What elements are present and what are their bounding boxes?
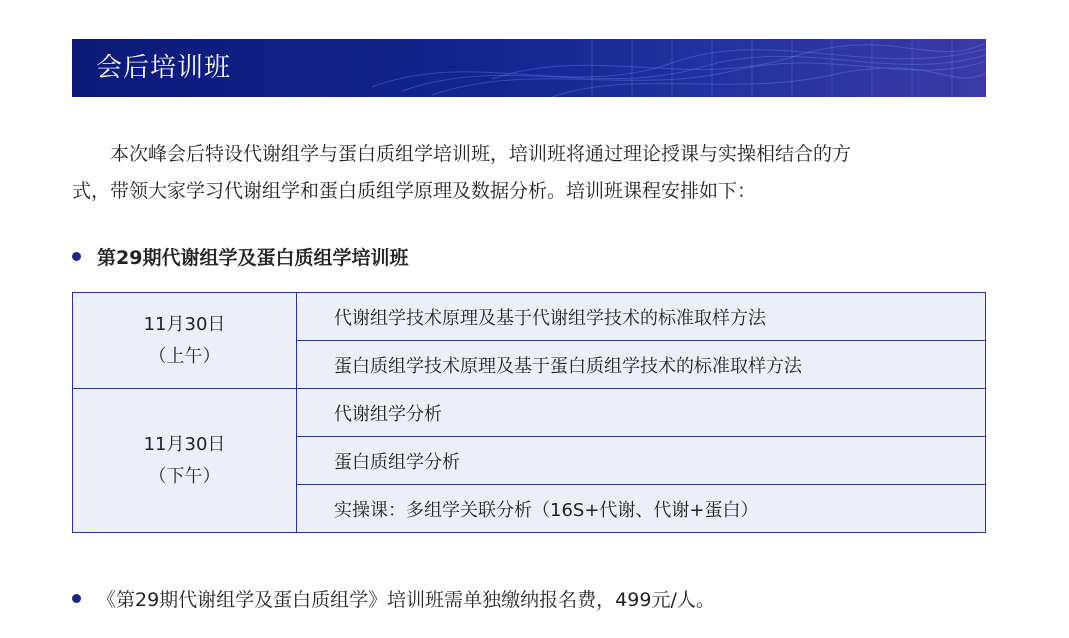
course-heading-text: 第29期代谢组学及蛋白质组学培训班 — [97, 246, 409, 269]
session-period: （上午） — [148, 345, 221, 367]
session-topic: 蛋白质组学分析 — [297, 437, 986, 485]
intro-paragraph — [72, 136, 986, 210]
table-row — [73, 389, 986, 437]
session-date-cell — [73, 293, 297, 389]
session-date: 11月30日 — [143, 313, 226, 335]
fee-note — [72, 583, 715, 613]
section-banner — [72, 39, 986, 97]
intro-line: 式，带领大家学习代谢组学和蛋白质组学原理及数据分析。培训班课程安排如下： — [72, 180, 757, 202]
session-topic: 代谢组学技术原理及基于代谢组学技术的标准取样方法 — [297, 293, 986, 341]
fee-note-text: 《第29期代谢组学及蛋白质组学》培训班需单独缴纳报名费，499元/人。 — [97, 588, 715, 611]
session-period: （下午） — [148, 465, 221, 487]
bullet-dot-icon — [72, 594, 81, 603]
session-topic: 实操课：多组学关联分析（16S+代谢、代谢+蛋白） — [297, 485, 986, 533]
session-topic: 蛋白质组学技术原理及基于蛋白质组学技术的标准取样方法 — [297, 341, 986, 389]
section-title: 会后培训班 — [96, 53, 232, 83]
table-row — [73, 293, 986, 341]
session-date-cell — [73, 389, 297, 533]
intro-line: 本次峰会后特设代谢组学与蛋白质组学培训班，培训班将通过理论授课与实操相结合的方 — [110, 143, 852, 165]
bullet-dot-icon — [72, 252, 81, 261]
course-heading — [72, 241, 408, 271]
session-date: 11月30日 — [143, 433, 226, 455]
schedule-table — [72, 292, 986, 533]
session-topic: 代谢组学分析 — [297, 389, 986, 437]
